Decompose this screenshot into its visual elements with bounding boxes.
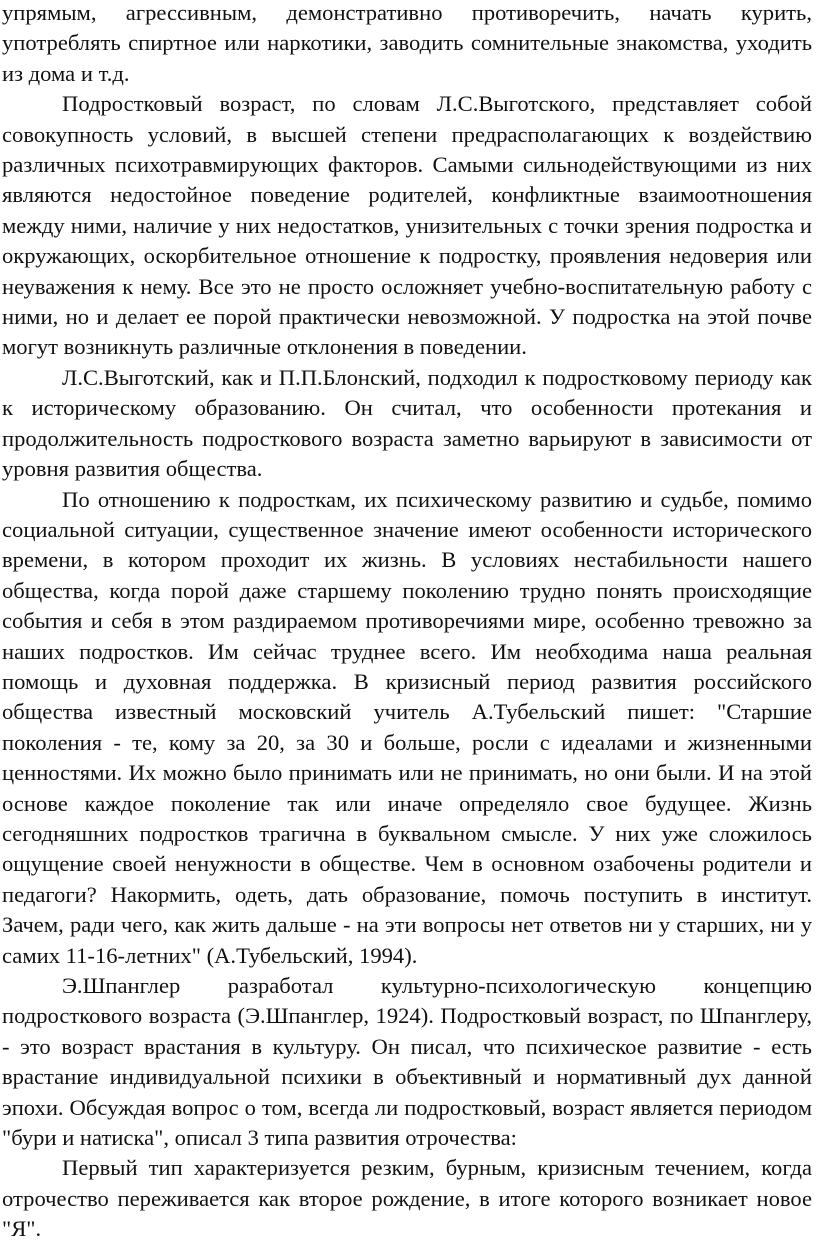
paragraph-spangler: Э.Шпанглер разработал культурно-психологическую концепцию подросткового возраста (Э.Шпанглер, 1924). Подростковый возраст, по Шпанглеру, - это возраст врастания в культуру. Он писал, что психическое развитие - есть врастание индивидуальной психики в объективный и нормативный дух данной эпохи. Обсуждая вопрос о том, всегда ли подростковый, возраст является периодом "бури и натиска", описал 3 типа развития отрочества:	[2, 973, 812, 1151]
paragraph-first-type: Первый тип характеризуется резким, бурным, кризисным течением, когда отрочество переживается как второе рождение, в итоге которого возникает новое "Я".	[2, 1155, 812, 1242]
paragraph-vygotsky-factors: Подростковый возраст, по словам Л.С.Выготского, представляет собой совокупность условий, в высшей степени предрасполагающих к воздействию различных психотравмирующих факторов. Самыми сильнодействующими из них являются недостойное поведение родителей, конфликтные взаимоотношения между ними, наличие у них недостатков, унизительных с точки зрения подростка и окружающих, оскорбительное отношение к подростку, проявления недоверия или неуважения к нему. Все это не просто осложняет учебно-воспитательную работу с ними, но и делает ее порой практически невозможной. У подростка на этой почве могут возникнуть различные отклонения в поведении.	[2, 91, 812, 360]
paragraph-vygotsky-blonsky: Л.С.Выготский, как и П.П.Блонский, подходил к подростковому периоду как к историческому образованию. Он считал, что особенности протекания и продолжительность подросткового возраста заметно варьируют в зависимости от уровня развития общества.	[2, 364, 812, 482]
paragraph-historical-time: По отношению к подросткам, их психическому развитию и судьбе, помимо социальной ситуации, существенное значение имеют особенности исторического времени, в котором проходит их жизнь. В условиях нестабильности нашего общества, когда порой даже старшему поколению трудно понять происходящие события и себя в этом раздираемом противоречиями мире, особенно тревожно за наших подростков. Им сейчас труднее всего. Им необходима наша реальная помощь и духовная поддержка. В кризисный период развития российского общества известный московский учитель А.Тубельский пишет: "Старшие поколения - те, кому за 20, за 30 и больше, росли с идеалами и жизненными ценностями. Их можно было принимать или не принимать, но они были. И на этой основе каждое поколение так или иначе определяло свое будущее. Жизнь сегодняшних подростков трагична в буквальном смысле. У них уже сложилось ощущение своей ненужности в обществе. Чем в основном озабочены родители и педагоги? Накормить, одеть, дать образование, помочь поступить в институт. Зачем, ради чего, как жить дальше - на эти вопросы нет ответов ни у старших, ни у самих 11-16-летних" (А.Тубельский, 1994).	[2, 486, 812, 968]
paragraph-continuation: упрямым, агрессивным, демонстративно противоречить, начать курить, употреблять спиртное или наркотики, заводить сомнительные знакомства, уходить из дома и т.д.	[2, 0, 812, 86]
